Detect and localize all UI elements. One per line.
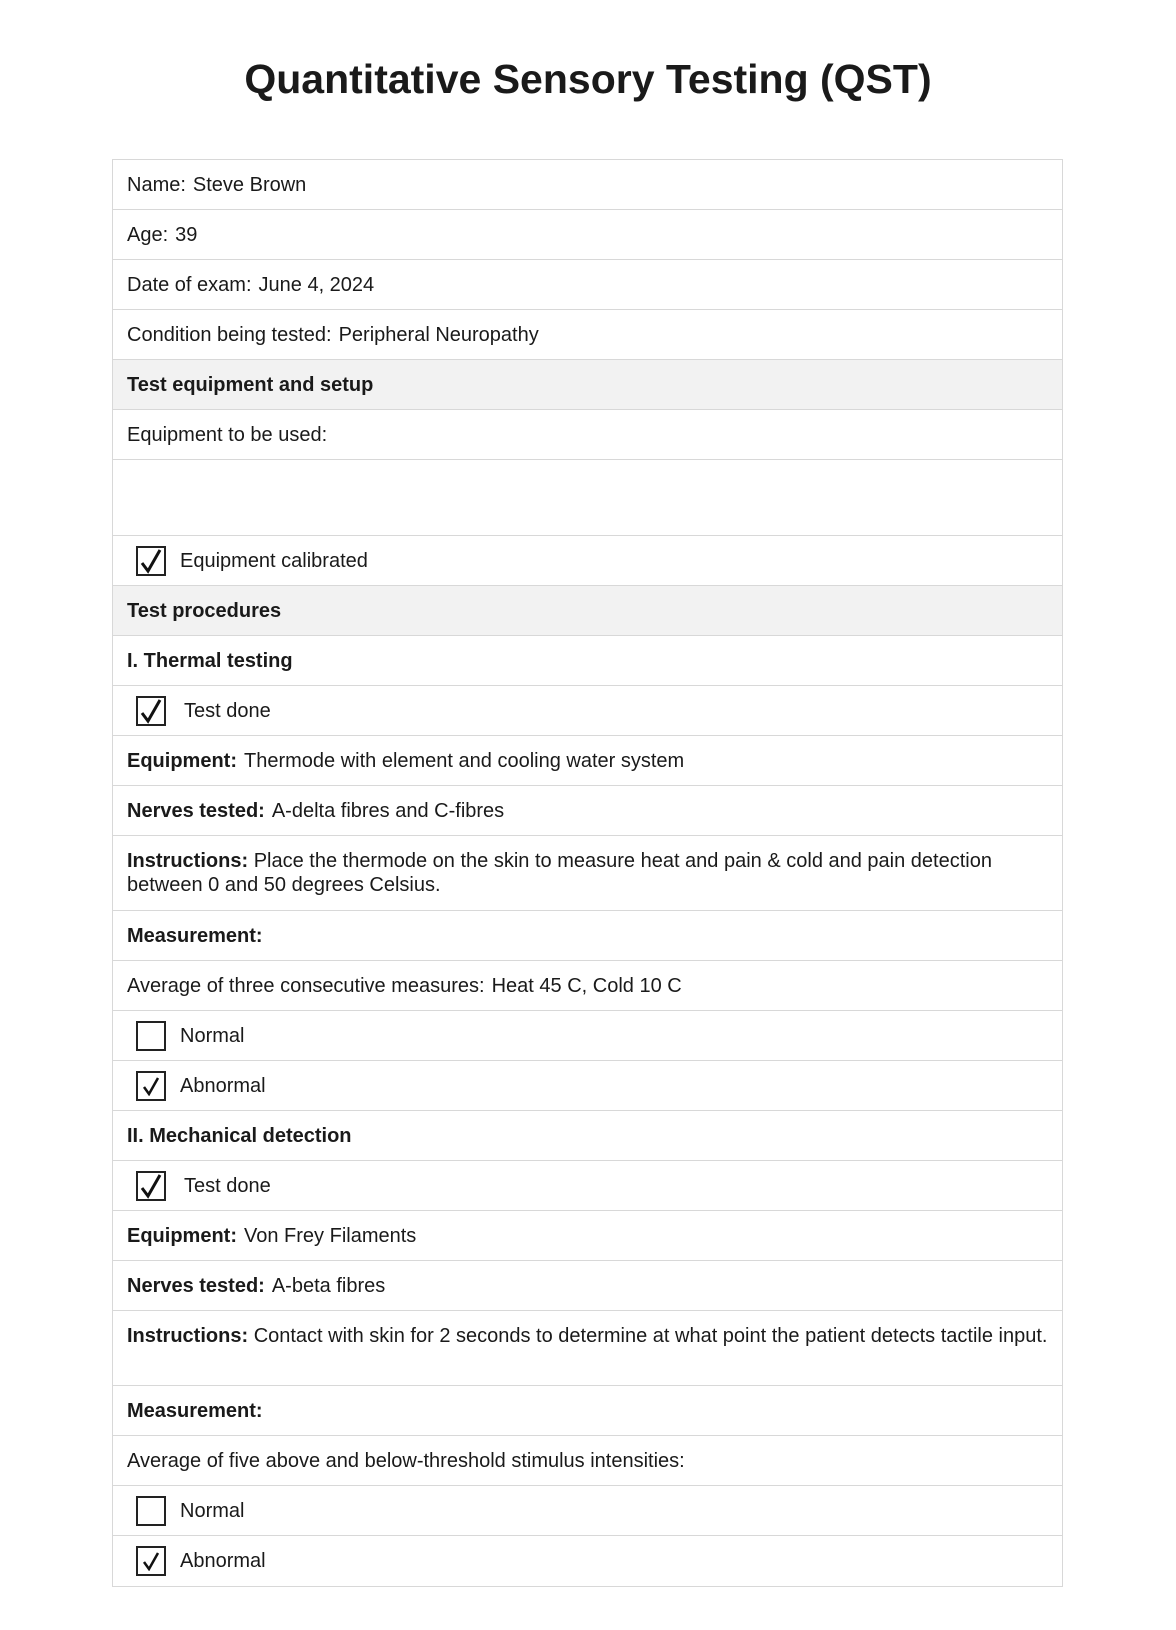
equipment-input-field[interactable] [113, 460, 1062, 536]
mechanical-equipment-value[interactable]: Von Frey Filaments [244, 1224, 417, 1247]
condition-value[interactable]: Peripheral Neuropathy [338, 323, 539, 346]
calibrated-row [113, 536, 1062, 586]
condition-label: Condition being tested: [127, 323, 332, 346]
mechanical-normal-label: Normal [180, 1499, 245, 1522]
thermal-abnormal-checkbox[interactable] [136, 1071, 166, 1101]
calibrated-checkbox[interactable] [136, 546, 166, 576]
mechanical-average-row [113, 1436, 1062, 1486]
age-row [113, 210, 1062, 260]
mechanical-instructions-value[interactable]: Contact with skin for 2 seconds to determine at what point the patient detects tactile input. [253, 1325, 1048, 1347]
condition-row [113, 310, 1062, 360]
thermal-test-done-checkbox[interactable] [136, 696, 166, 726]
section-heading-procedures [113, 586, 1062, 636]
mechanical-average-label: Average of five above and below-threshold stimulus intensities: [127, 1449, 685, 1472]
thermal-average-row [113, 961, 1062, 1011]
age-value[interactable]: 39 [175, 223, 198, 246]
mechanical-abnormal-row [113, 1536, 1062, 1586]
mechanical-abnormal-checkbox[interactable] [136, 1546, 166, 1576]
mechanical-equipment-row [113, 1211, 1062, 1261]
date-label: Date of exam: [127, 273, 252, 296]
section-heading-setup [113, 360, 1062, 410]
thermal-normal-row [113, 1011, 1062, 1061]
age-label: Age: [127, 223, 169, 246]
thermal-average-label: Average of three consecutive measures: [127, 974, 485, 997]
name-row [113, 160, 1062, 210]
thermal-test-done-label: Test done [184, 699, 271, 722]
thermal-equipment-value[interactable]: Thermode with element and cooling water system [244, 749, 685, 772]
checkmark-icon [142, 1076, 160, 1096]
thermal-nerves-value[interactable]: A-delta fibres and C-fibres [271, 799, 505, 822]
thermal-instructions-row [113, 836, 1062, 911]
thermal-abnormal-row [113, 1061, 1062, 1111]
checkmark-icon [140, 548, 162, 574]
thermal-heading-row [113, 636, 1062, 686]
checkmark-icon [140, 1173, 162, 1199]
name-value[interactable]: Steve Brown [192, 173, 307, 196]
mechanical-test-done-label: Test done [184, 1174, 271, 1197]
checkmark-icon [140, 698, 162, 724]
thermal-instructions-label: Instructions: [127, 850, 249, 872]
thermal-abnormal-label: Abnormal [180, 1074, 266, 1097]
page-title: Quantitative Sensory Testing (QST) [244, 56, 932, 102]
date-value[interactable]: June 4, 2024 [258, 273, 375, 296]
date-row [113, 260, 1062, 310]
mechanical-heading: II. Mechanical detection [127, 1124, 352, 1147]
thermal-equipment-row [113, 736, 1062, 786]
thermal-measurement-row [113, 911, 1062, 961]
mechanical-instructions-label: Instructions: [127, 1325, 249, 1347]
mechanical-test-done-row [113, 1161, 1062, 1211]
thermal-nerves-label: Nerves tested: [127, 799, 265, 822]
calibrated-label: Equipment calibrated [180, 549, 368, 572]
name-label: Name: [127, 173, 186, 196]
mechanical-nerves-label: Nerves tested: [127, 1274, 265, 1297]
mechanical-measurement-row [113, 1386, 1062, 1436]
thermal-instructions-value[interactable]: Place the thermode on the skin to measure heat and pain & cold and pain detection between 0 and 50 degrees Celsius. [127, 850, 992, 896]
mechanical-test-done-checkbox[interactable] [136, 1171, 166, 1201]
thermal-equipment-label: Equipment: [127, 749, 237, 772]
thermal-normal-label: Normal [180, 1024, 245, 1047]
checkmark-icon [142, 1551, 160, 1571]
qst-form [112, 159, 1063, 1587]
mechanical-nerves-value[interactable]: A-beta fibres [271, 1274, 386, 1297]
mechanical-normal-checkbox[interactable] [136, 1496, 166, 1526]
mechanical-equipment-label: Equipment: [127, 1224, 237, 1247]
equipment-label-row [113, 410, 1062, 460]
equipment-to-be-used-label: Equipment to be used: [127, 423, 328, 446]
thermal-test-done-row [113, 686, 1062, 736]
setup-heading: Test equipment and setup [127, 373, 374, 396]
thermal-heading: I. Thermal testing [127, 649, 293, 672]
procedures-heading: Test procedures [127, 599, 282, 622]
mechanical-normal-row [113, 1486, 1062, 1536]
thermal-measurement-label: Measurement: [127, 924, 263, 947]
mechanical-measurement-label: Measurement: [127, 1399, 263, 1422]
mechanical-instructions-row [113, 1311, 1062, 1386]
thermal-normal-checkbox[interactable] [136, 1021, 166, 1051]
mechanical-abnormal-label: Abnormal [180, 1550, 266, 1572]
mechanical-heading-row [113, 1111, 1062, 1161]
thermal-average-value[interactable]: Heat 45 C, Cold 10 C [491, 974, 682, 997]
thermal-nerves-row [113, 786, 1062, 836]
mechanical-nerves-row [113, 1261, 1062, 1311]
